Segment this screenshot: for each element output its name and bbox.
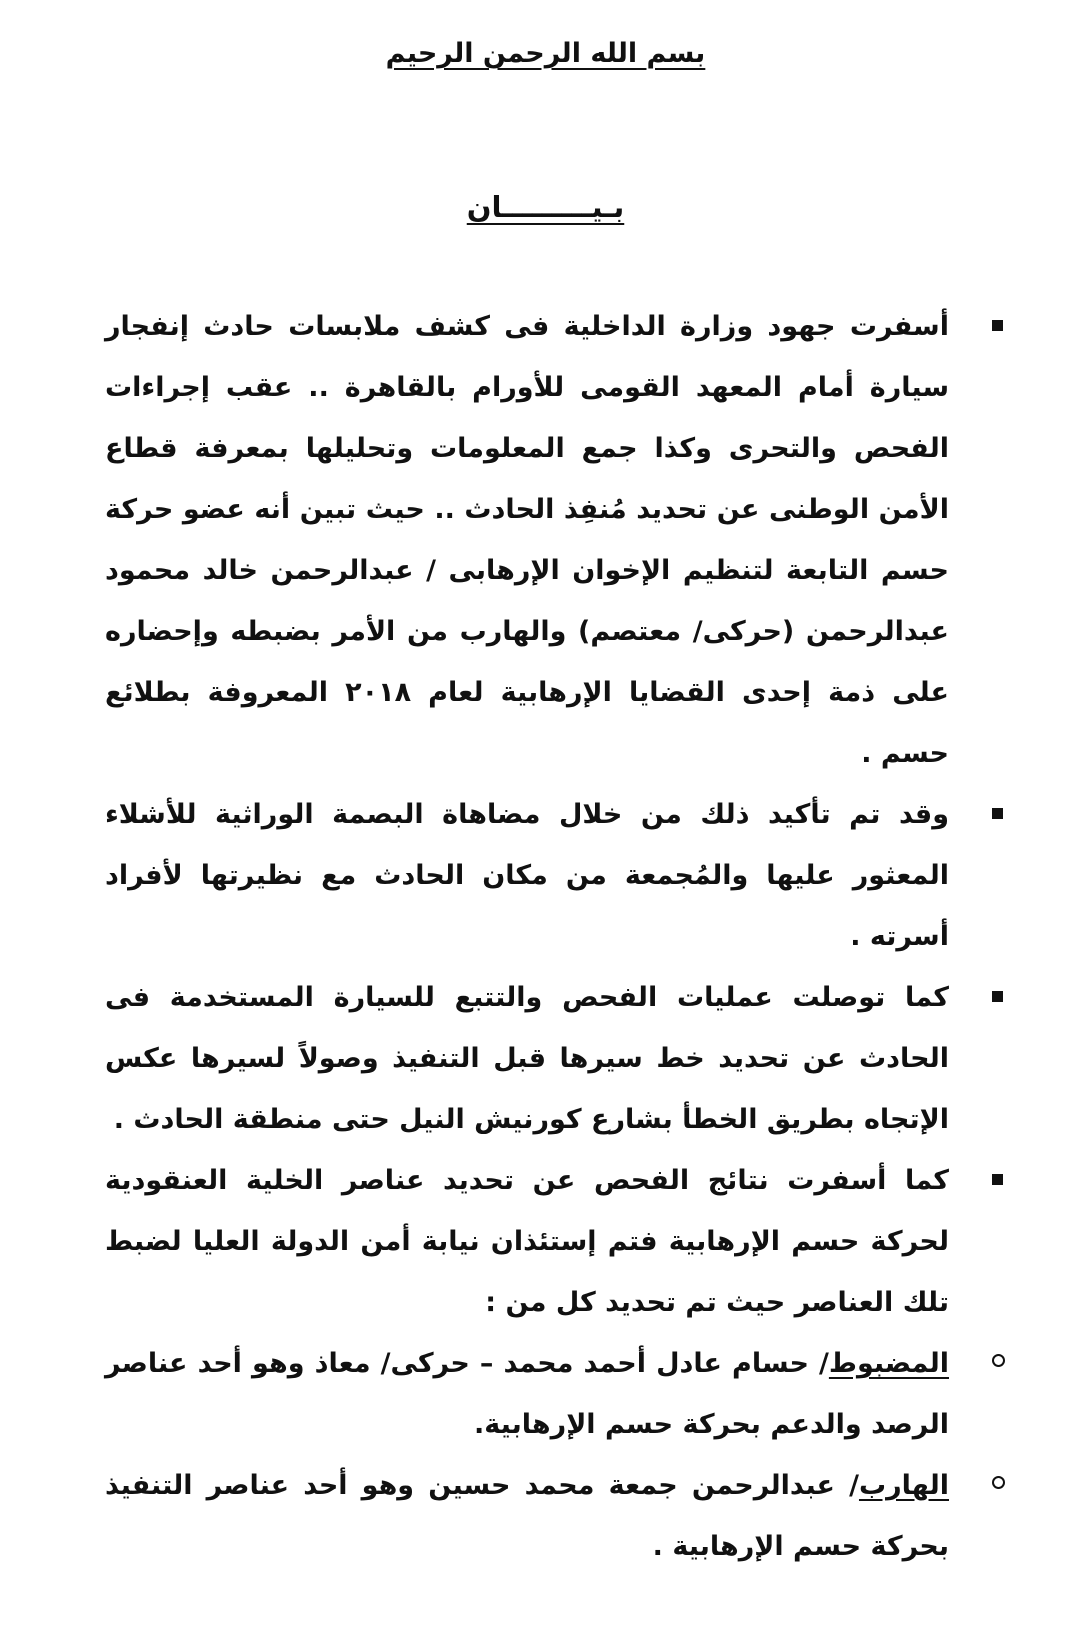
paragraph-3-text: كما توصلت عمليات الفحص والتتبع للسيارة المستخدمة فى الحادث عن تحديد خط سيرها قبل التنفيذ وصولاً لسيرها عكس الإتجاه بطريق الخطأ بشارع كورنيش النيل حتى منطقة الحادث . <box>105 982 949 1135</box>
subitem-fugitive-label: الهارب <box>858 1470 949 1501</box>
subitem-fugitive-text: / عبدالرحمن جمعة محمد حسين وهو أحد عناصر التنفيذ بحركة حسم الإرهابية . <box>105 1470 949 1562</box>
paragraph-4 <box>105 1150 1005 1333</box>
statement-title <box>0 190 1091 224</box>
subitem-arrested-label: المضبوط <box>828 1348 949 1379</box>
square-bullet-icon <box>992 1174 1003 1185</box>
paragraph-4-text: كما أسفرت نتائج الفحص عن تحديد عناصر الخلية العنقودية لحركة حسم الإرهابية فتم إستئذان نيابة أمن الدولة العليا لضبط تلك العناصر حيث تم تحديد كل من : <box>105 1165 949 1318</box>
circle-bullet-icon <box>992 1476 1005 1489</box>
paragraph-3 <box>105 967 1005 1150</box>
subitem-arrested-text: / حسام عادل أحمد محمد – حركى/ معاذ وهو أحد عناصر الرصد والدعم بحركة حسم الإرهابية. <box>105 1348 949 1440</box>
subitem-fugitive <box>105 1455 1005 1577</box>
subitem-arrested <box>105 1333 1005 1455</box>
square-bullet-icon <box>992 320 1003 331</box>
statement-title-text: بـيـــــــــان <box>466 190 625 224</box>
square-bullet-icon <box>992 991 1003 1002</box>
paragraph-2 <box>105 784 1005 967</box>
square-bullet-icon <box>992 808 1003 819</box>
paragraph-1 <box>105 296 1005 784</box>
basmala-text: بسم الله الرحمن الرحيم <box>385 38 706 69</box>
basmala-heading <box>0 38 1091 69</box>
paragraph-1-text: أسفرت جهود وزارة الداخلية فى كشف ملابسات حادث إنفجار سيارة أمام المعهد القومى للأورام بالقاهرة .. عقب إجراءات الفحص والتحرى وكذا جمع المعلومات وتحليلها بمعرفة قطاع الأمن الوطنى عن تحديد مُنفِذ الحادث .. حيث تبين أنه عضو حركة حسم التابعة لتنظيم الإخوان الإرهابى / عبدالرحمن خالد محمود عبدالرحمن (حركى/ معتصم) والهارب من الأمر بضبطه وإحضاره على ذمة إحدى القضايا الإرهابية لعام ٢٠١٨ المعروفة بطلائع حسم . <box>105 311 949 769</box>
circle-bullet-icon <box>992 1354 1005 1367</box>
statement-body <box>105 296 1005 1577</box>
paragraph-2-text: وقد تم تأكيد ذلك من خلال مضاهاة البصمة الوراثية للأشلاء المعثور عليها والمُجمعة من مكان الحادث مع نظيرتها لأفراد أسرته . <box>105 799 949 952</box>
